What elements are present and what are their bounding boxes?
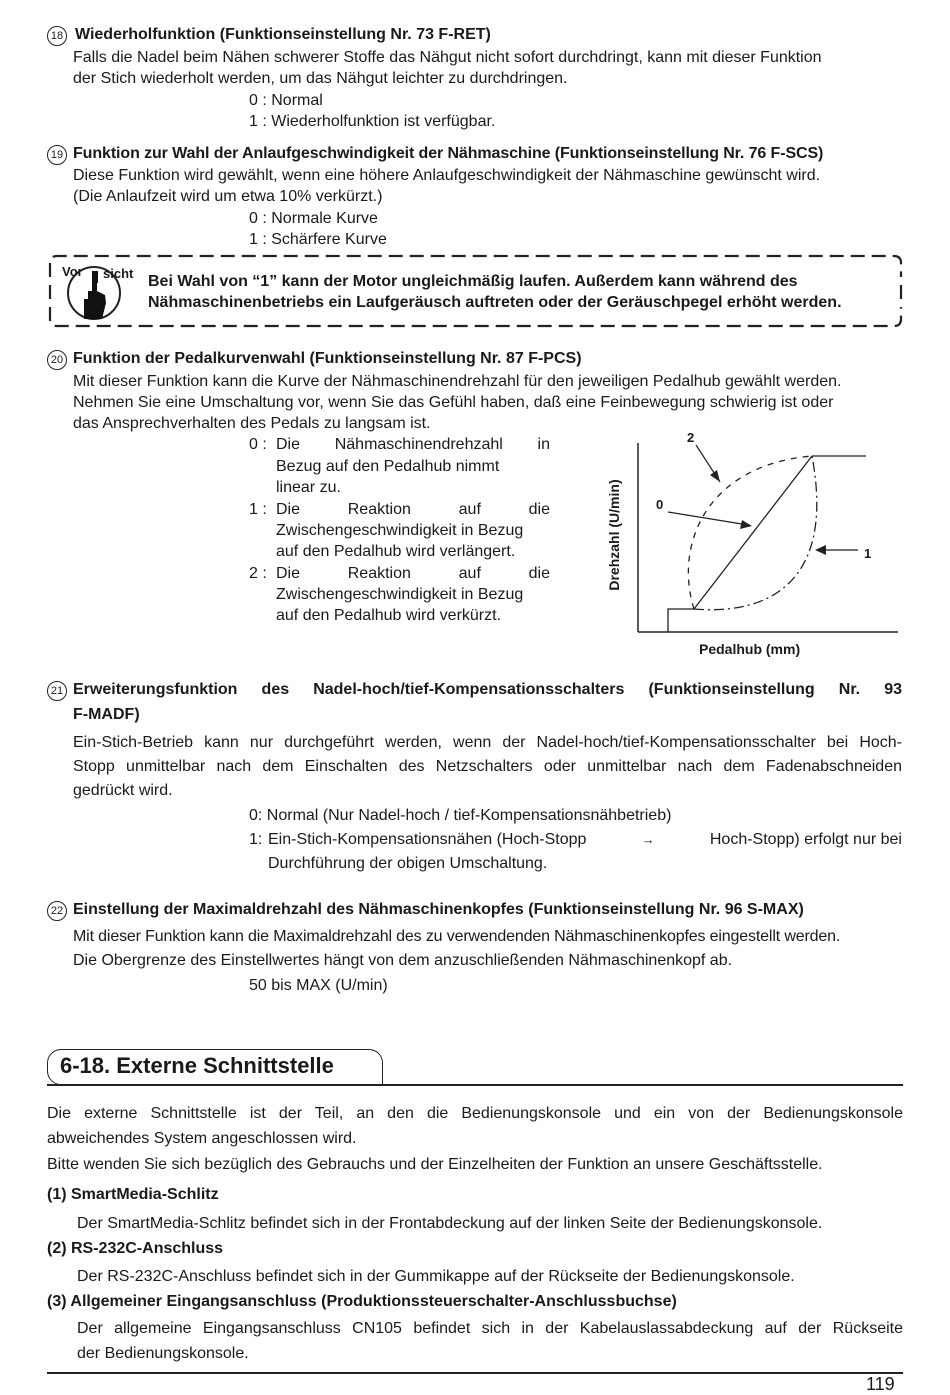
section-21-text-3: gedrückt wird. (73, 782, 173, 799)
section-22-text-2: Die Obergrenze des Einstellwertes hängt von dem anzuschließenden Nähmaschinenkopf ab. (73, 952, 733, 969)
section-20-text-1: Mit dieser Funktion kann die Kurve der Nähmaschinendrehzahl für den jeweiligen Pedalhub gewählt werden. (73, 373, 842, 390)
section-21-option-1-line-1 (268, 828, 902, 852)
caution-label-left: Vor (62, 264, 83, 279)
section-18-option-1: 1 : Wiederholfunktion ist verfügbar. (249, 113, 496, 130)
section-20-option-0-line-2: Bezug auf den Pedalhub nimmt (276, 458, 500, 475)
curve-label-0: 0 (656, 497, 664, 512)
label-0-arrow (668, 512, 748, 525)
heading-rule (47, 1084, 903, 1086)
item-2-text: Der RS-232C-Anschluss befindet sich in der Gummikappe auf der Rückseite der Bedienungskonsole. (77, 1268, 795, 1285)
section-19-option-1: 1 : Schärfere Kurve (249, 231, 387, 248)
pedal-curve-graph (596, 425, 902, 665)
caution-label-right: sicht (103, 266, 134, 281)
section-20-option-1-line-1: Die Reaktion auf die (276, 501, 550, 518)
section-21-option-0: 0: Normal (Nur Nadel-hoch / tief-Kompensationsnähbetrieb) (249, 807, 672, 824)
section-title-21-line-2: F-MADF) (73, 706, 140, 723)
section-20-option-2-line-1: Die Reaktion auf die (276, 565, 550, 582)
section-20-option-2-line-3: auf den Pedalhub wird verkürzt. (276, 607, 502, 624)
curve-label-1: 1 (864, 546, 872, 561)
item-2-title: (2) RS-232C-Anschluss (47, 1240, 224, 1257)
section-20-option-2-key: 2 : (249, 565, 267, 582)
section-number-19: 19 (47, 145, 67, 165)
section-19-text-2: (Die Anlaufzeit wird um etwa 10% verkürzt.) (73, 188, 383, 205)
item-1-title: (1) SmartMedia-Schlitz (47, 1186, 219, 1203)
section-18-option-0: 0 : Normal (249, 92, 323, 109)
page-number: 119 (866, 1374, 895, 1394)
curve-baseline (668, 609, 694, 632)
curve-0-linear (694, 456, 812, 609)
section-21-option-1-key: 1: (249, 831, 263, 848)
item-3-text-2: der Bedienungskonsole. (77, 1345, 249, 1362)
section-20-option-0-line-3: linear zu. (276, 479, 341, 496)
section-title-19: Funktion zur Wahl der Anlaufgeschwindigkeit der Nähmaschine (Funktionseinstellung Nr. 76 F-SCS) (73, 145, 824, 162)
section-number-18: 18 (47, 26, 67, 46)
section-22-text-1: Mit dieser Funktion kann die Maximaldrehzahl des zu verwendenden Nähmaschinenkopfes eingestellt werden. (73, 928, 841, 945)
section-20-option-1-key: 1 : (249, 501, 267, 518)
section-21-option-1-line-2: Durchführung der obigen Umschaltung. (268, 855, 548, 872)
section-20-text-3: das Ansprechverhalten des Pedals zu langsam ist. (73, 415, 431, 432)
section-20-option-1-line-2: Zwischengeschwindigkeit in Bezug (276, 522, 524, 539)
curve-1-dashdot (694, 456, 817, 610)
caution-text-2: Nähmaschinenbetriebs ein Laufgeräusch auftreten oder der Geräuschpegel erhöht werden. (148, 294, 842, 311)
section-18-text-1: Falls die Nadel beim Nähen schwerer Stoffe das Nähgut nicht sofort durchdringt, kann mit dieser Funktion (73, 49, 822, 66)
section-20-option-0-key: 0 : (249, 436, 267, 453)
section-number-21: 21 (47, 681, 67, 701)
section-20-option-0-line-1: Die Nähmaschinendrehzahl in (276, 436, 550, 453)
item-1-text: Der SmartMedia-Schlitz befindet sich in der Frontabdeckung auf der linken Seite der Bedienungskonsole. (77, 1215, 823, 1232)
y-axis-label: Drehzahl (U/min) (606, 479, 622, 591)
section-19-text-1: Diese Funktion wird gewählt, wenn eine höhere Anlaufgeschwindigkeit der Nähmaschine gewünscht wird. (73, 167, 821, 184)
curve-label-2: 2 (687, 430, 695, 445)
intro-text-1: Die externe Schnittstelle ist der Teil, an den die Bedienungskonsole und ein von der Bedienungskonsole (47, 1105, 903, 1122)
intro-text-3: Bitte wenden Sie sich bezüglich des Gebrauchs und der Einzelheiten der Funktion an unsere Geschäftsstelle. (47, 1156, 823, 1173)
curve-2-dashed (688, 456, 812, 609)
section-title-22: Einstellung der Maximaldrehzahl des Nähmaschinenkopfes (Funktionseinstellung Nr. 96 S-MAX) (73, 901, 804, 918)
item-3-title: (3) Allgemeiner Eingangsanschluss (Produktionssteuerschalter-Anschlussbuchse) (47, 1293, 677, 1310)
item-3-text-1: Der allgemeine Eingangsanschluss CN105 befindet sich in der Kabelauslassabdeckung auf der Rückseite (77, 1320, 903, 1337)
section-20-option-1-line-3: auf den Pedalhub wird verlängert. (276, 543, 516, 560)
caution-box (44, 253, 906, 331)
arrow-right-icon: → (641, 832, 655, 847)
section-21-option-1-part-a: Ein-Stich-Kompensationsnähen (Hoch-Stopp (268, 831, 587, 848)
pedal-curve-diagram (596, 425, 902, 665)
section-title-20: Funktion der Pedalkurvenwahl (Funktionseinstellung Nr. 87 F-PCS) (73, 350, 582, 367)
section-21-option-1-part-b: Hoch-Stopp) erfolgt nur bei (709, 831, 902, 848)
section-20-text-2: Nehmen Sie eine Umschaltung vor, wenn Sie das Gefühl haben, daß eine Feinbewegung schwierig ist oder (73, 394, 834, 411)
footer-rule (47, 1372, 903, 1374)
intro-text-2: abweichendes System angeschlossen wird. (47, 1130, 357, 1147)
section-number-22: 22 (47, 901, 67, 921)
section-20-option-2-line-2: Zwischengeschwindigkeit in Bezug (276, 586, 524, 603)
section-title-21-line-1: Erweiterungsfunktion des Nadel-hoch/tief-Kompensationsschalters (Funktionseinstellung Nr. 93 (73, 681, 902, 698)
caution-text-1: Bei Wahl von “1” kann der Motor ungleichmäßig laufen. Außerdem kann während des (148, 273, 798, 290)
section-18-text-2: der Stich wiederholt werden, um das Nähgut leichter zu durchdringen. (73, 70, 568, 87)
section-heading: 6-18. Externe Schnittstelle (60, 1053, 334, 1078)
section-19-option-0: 0 : Normale Kurve (249, 210, 378, 227)
section-21-text-2: Stopp unmittelbar nach dem Einschalten des Netzschalters oder unmittelbar nach dem Fadenabschneiden (73, 758, 902, 775)
section-number-20: 20 (47, 350, 67, 370)
section-22-option: 50 bis MAX (U/min) (249, 977, 388, 994)
section-title-18: Wiederholfunktion (Funktionseinstellung Nr. 73 F-RET) (75, 26, 491, 43)
section-21-text-1: Ein-Stich-Betrieb kann nur durchgeführt werden, wenn der Nadel-hoch/tief-Kompensationsschalter bei Hoch- (73, 734, 902, 751)
x-axis-label: Pedalhub (mm) (699, 641, 801, 657)
